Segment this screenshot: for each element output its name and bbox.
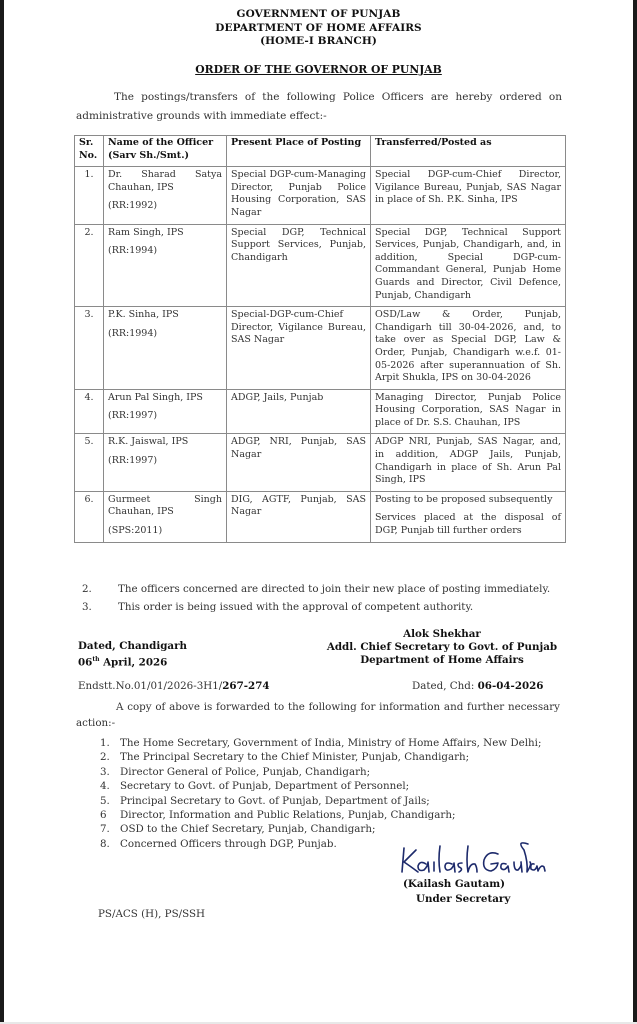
header-officer-name: Name of the Officer (Sarv Sh./Smt.) — [104, 136, 227, 167]
officer-batch: (RR:1994) — [108, 245, 158, 257]
cell-sr-no: 1. — [75, 167, 104, 224]
cell-officer — [104, 167, 227, 224]
table-row — [75, 491, 566, 542]
copy-forwarded-paragraph: A copy of above is forwarded to the following for information and further necessary action:- — [76, 701, 560, 729]
cell-transferred-as — [371, 167, 566, 224]
transferred-text: Special DGP-cum-Chief Director, Vigilance Bureau, Punjab, SAS Nagar in place of Sh. P.K. Sinha, IPS — [375, 169, 561, 206]
endorsement-date-value: 06-04-2026 — [477, 680, 544, 692]
officer-batch: (RR:1997) — [108, 455, 158, 467]
cell-present-posting: Special-DGP-cum-Chief Director, Vigilance Bureau, SAS Nagar — [227, 307, 371, 390]
recipient-text: Principal Secretary to Govt. of Punjab, Department of Jails; — [120, 794, 430, 807]
recipient-number: 2. — [100, 751, 110, 764]
page-edge-left — [0, 0, 4, 1024]
signatory-designation: Addl. Chief Secretary to Govt. of Punjab — [326, 641, 558, 653]
officer-name: Arun Pal Singh, IPS — [108, 391, 203, 403]
paragraph-text: This order is being issued with the approval of competent authority. — [118, 601, 474, 613]
recipient-list — [100, 736, 541, 851]
recipient-text: Secretary to Govt. of Punjab, Department of Personnel; — [120, 780, 410, 793]
paragraph-number: 2. — [82, 583, 92, 595]
recipient-text: Concerned Officers through DGP, Punjab. — [120, 837, 337, 850]
header-transferred-as: Transferred/Posted as — [371, 136, 566, 167]
recipient-item — [100, 794, 541, 808]
cell-transferred-as — [371, 307, 566, 390]
officer-batch: (RR:1994) — [108, 327, 158, 339]
cell-sr-no: 6. — [75, 491, 104, 542]
endorsement-date — [412, 680, 543, 692]
branch-name: (HOME-I BRANCH) — [260, 35, 377, 47]
header-sr-no: Sr. No. — [75, 136, 104, 167]
recipient-text: Director, Information and Public Relations, Punjab, Chandigarh; — [120, 809, 456, 822]
cell-present-posting: Special DGP, Technical Support Services, Punjab, Chandigarh — [227, 224, 371, 307]
cell-transferred-as — [371, 224, 566, 307]
recipient-number: 8. — [100, 837, 110, 850]
paragraph-text: The officers concerned are directed to join their new place of posting immediately. — [118, 583, 551, 595]
cell-sr-no: 2. — [75, 224, 104, 307]
cell-sr-no: 5. — [75, 434, 104, 491]
recipient-number: 4. — [100, 780, 110, 793]
recipient-number: 5. — [100, 794, 110, 807]
recipient-item — [100, 822, 541, 836]
endorsement-prefix: Endstt.No.01/01/2026-3H1/ — [78, 680, 223, 692]
endorsement-date-label: Dated, Chd: — [412, 680, 478, 692]
under-secretary-designation: Under Secretary — [416, 893, 511, 905]
recipient-text: The Principal Secretary to the Chief Minister, Punjab, Chandigarh; — [120, 751, 470, 764]
officer-batch: (RR:1992) — [108, 200, 158, 212]
letterhead — [0, 8, 637, 49]
signatory-department: Department of Home Affairs — [360, 654, 524, 666]
footer-note: PS/ACS (H), PS/SSH — [98, 908, 206, 920]
table-row — [75, 307, 566, 390]
transferred-text: Special DGP, Technical Support Services, Punjab, Chandigarh, and, in addition, Special DGP-cum-Commandant General, Punjab Home Guards and Director, Civil Defence, Punjab, Chandigarh — [375, 226, 561, 301]
page-edge-right — [633, 0, 637, 1024]
cell-transferred-as — [371, 434, 566, 491]
transferred-text: Managing Director, Punjab Police Housing Corporation, SAS Nagar in place of Dr. S.S. Chauhan, IPS — [375, 391, 561, 428]
officer-batch: (SPS:2011) — [108, 525, 163, 537]
cell-transferred-as — [371, 389, 566, 434]
transferred-text: OSD/Law & Order, Punjab, Chandigarh till 30-04-2026, and, to take over as Special DGP, Law & Order, Punjab, Chandigarh w.e.f. 01-05-2026 after superannuation of Sh. Arpit Shukla, IPS on 30-04-2026 — [375, 309, 561, 384]
recipient-number: 1. — [100, 737, 110, 749]
handwritten-signature — [398, 836, 548, 880]
cell-present-posting: ADGP, NRI, Punjab, SAS Nagar — [227, 434, 371, 491]
cell-sr-no: 3. — [75, 307, 104, 390]
officer-name: Gurmeet Singh Chauhan, IPS — [108, 493, 222, 518]
recipient-number: 6 — [100, 809, 107, 822]
table-row — [75, 389, 566, 434]
order-title: ORDER OF THE GOVERNOR OF PUNJAB — [195, 63, 442, 76]
recipient-item — [100, 808, 541, 822]
cell-officer — [104, 307, 227, 390]
cell-sr-no: 4. — [75, 389, 104, 434]
cell-present-posting: DIG, AGTF, Punjab, SAS Nagar — [227, 491, 371, 542]
table-row — [75, 434, 566, 491]
cell-transferred-as — [371, 491, 566, 542]
recipient-text: OSD to the Chief Secretary, Punjab, Chandigarh; — [120, 823, 376, 836]
dated-date — [78, 653, 187, 669]
endorsement-range: 267-274 — [222, 680, 270, 692]
department-name: DEPARTMENT OF HOME AFFAIRS — [215, 21, 422, 34]
transferred-text: ADGP NRI, Punjab, SAS Nagar, and, in addition, ADGP Jails, Punjab, Chandigarh in place of Sh. Arun Pal Singh, IPS — [375, 436, 561, 486]
transferred-text: Posting to be proposed subsequently — [375, 493, 553, 505]
recipient-item — [100, 765, 541, 779]
recipient-text: Director General of Police, Punjab, Chandigarh; — [120, 765, 371, 778]
recipient-item — [100, 750, 541, 764]
cell-present-posting: Special DGP-cum-Managing Director, Punjab Police Housing Corporation, SAS Nagar — [227, 167, 371, 224]
officer-name: Dr. Sharad Satya Chauhan, IPS — [108, 169, 222, 193]
recipient-item — [100, 779, 541, 793]
recipient-number: 7. — [100, 823, 110, 836]
table-row — [75, 167, 566, 224]
cell-officer — [104, 434, 227, 491]
recipient-text: The Home Secretary, Government of India, Ministry of Home Affairs, New Delhi; — [120, 737, 542, 749]
signatory-block — [322, 628, 562, 667]
cell-officer — [104, 491, 227, 542]
table-row — [75, 224, 566, 307]
dated-place: Dated, Chandigarh — [78, 640, 188, 652]
officer-batch: (RR:1997) — [108, 410, 158, 422]
recipient-item — [100, 736, 541, 750]
paragraph-2 — [82, 583, 550, 595]
date-day: 06 — [78, 656, 93, 669]
officer-name: P.K. Sinha, IPS — [108, 309, 179, 321]
under-secretary-name: (Kailash Gautam) — [403, 878, 506, 890]
dated-block — [78, 640, 187, 669]
signatory-name: Alok Shekhar — [403, 628, 481, 640]
postings-table — [74, 135, 566, 543]
transferred-extra-text: Services placed at the disposal of DGP, Punjab till further orders — [375, 512, 561, 537]
table-header-row — [75, 136, 566, 167]
cell-officer — [104, 389, 227, 434]
paragraph-number: 3. — [82, 601, 92, 613]
recipient-number: 3. — [100, 765, 110, 778]
paragraph-3 — [82, 601, 473, 613]
date-month-year: April, 2026 — [99, 656, 168, 669]
officer-name: R.K. Jaiswal, IPS — [108, 436, 189, 448]
govt-name: GOVERNMENT OF PUNJAB — [236, 8, 401, 20]
endorsement-number — [78, 680, 270, 692]
date-suffix: th — [92, 656, 100, 663]
header-present-posting: Present Place of Posting — [227, 136, 371, 167]
officer-name: Ram Singh, IPS — [108, 226, 184, 238]
cell-present-posting: ADGP, Jails, Punjab — [227, 389, 371, 434]
cell-officer — [104, 224, 227, 307]
intro-paragraph: The postings/transfers of the following Police Officers are hereby ordered on administrative grounds with immediate effect:- — [76, 91, 562, 122]
